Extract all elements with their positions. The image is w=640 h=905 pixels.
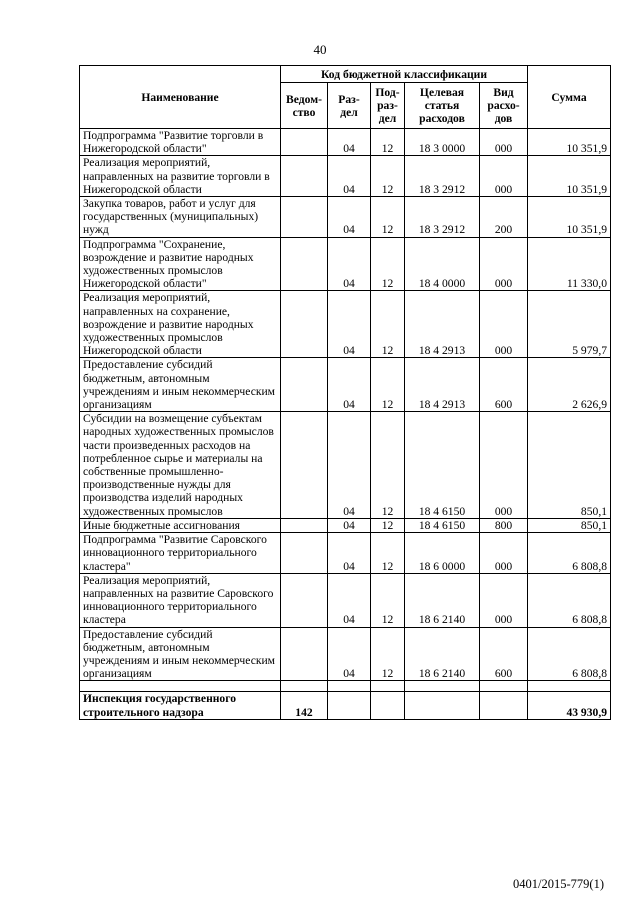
cell-vid bbox=[480, 692, 528, 719]
cell-ved bbox=[281, 291, 328, 358]
header-name: Наименование bbox=[80, 66, 281, 129]
cell-razdel: 04 bbox=[328, 156, 371, 197]
header-code-group: Код бюджетной классификации bbox=[281, 66, 528, 83]
cell-ved bbox=[281, 358, 328, 412]
cell-sum: 6 808,8 bbox=[528, 573, 611, 627]
cell-podrazdel: 12 bbox=[371, 627, 405, 681]
header-podrazdel: Под-раз-дел bbox=[371, 83, 405, 129]
cell-name: Закупка товаров, работ и услуг для государственных (муниципальных) нужд bbox=[80, 197, 281, 238]
cell-podrazdel: 12 bbox=[371, 533, 405, 574]
cell-podrazdel bbox=[371, 692, 405, 719]
cell-target: 18 6 0000 bbox=[405, 533, 480, 574]
header-vedomstvo: Ведом-ство bbox=[281, 83, 328, 129]
cell-target: 18 4 2913 bbox=[405, 358, 480, 412]
cell-name: Предоставление субсидий бюджетным, автономным учреждениям и иным некоммерческим организациям bbox=[80, 627, 281, 681]
table-row bbox=[80, 412, 611, 519]
table-row bbox=[80, 358, 611, 412]
table-row bbox=[80, 291, 611, 358]
table-row bbox=[80, 533, 611, 574]
cell-podrazdel: 12 bbox=[371, 518, 405, 532]
table-row bbox=[80, 129, 611, 156]
cell-name: Субсидии на возмещение субъектам народных художественных промыслов части произведенных расходов на потребленное сырье и материалы на собственные промышленно-производственные нужды для производства изделий народных художественных промыслов bbox=[80, 412, 281, 519]
cell-razdel bbox=[328, 692, 371, 719]
header-razdel: Раз-дел bbox=[328, 83, 371, 129]
page-number: 40 bbox=[313, 42, 327, 57]
cell-ved bbox=[281, 627, 328, 681]
spacer-row bbox=[80, 681, 611, 692]
cell-name: Иные бюджетные ассигнования bbox=[80, 518, 281, 532]
cell-vid: 000 bbox=[480, 237, 528, 291]
spacer-cell bbox=[328, 681, 371, 692]
cell-sum: 850,1 bbox=[528, 412, 611, 519]
cell-vid: 000 bbox=[480, 291, 528, 358]
cell-target: 18 4 6150 bbox=[405, 518, 480, 532]
cell-podrazdel: 12 bbox=[371, 412, 405, 519]
cell-target bbox=[405, 692, 480, 719]
cell-sum: 6 808,8 bbox=[528, 627, 611, 681]
table-row bbox=[80, 197, 611, 238]
cell-target: 18 3 2912 bbox=[405, 156, 480, 197]
cell-vid: 000 bbox=[480, 412, 528, 519]
cell-sum: 10 351,9 bbox=[528, 129, 611, 156]
cell-name: Реализация мероприятий, направленных на развитие Саровского инновационного территориального кластера bbox=[80, 573, 281, 627]
cell-vid: 000 bbox=[480, 129, 528, 156]
table-row bbox=[80, 156, 611, 197]
table-row bbox=[80, 518, 611, 532]
cell-podrazdel: 12 bbox=[371, 197, 405, 238]
cell-podrazdel: 12 bbox=[371, 291, 405, 358]
spacer-cell bbox=[480, 681, 528, 692]
cell-name: Подпрограмма "Развитие Саровского инновационного территориального кластера" bbox=[80, 533, 281, 574]
cell-razdel: 04 bbox=[328, 573, 371, 627]
cell-name: Инспекция государственного строительного надзора bbox=[80, 692, 281, 719]
table-body bbox=[80, 129, 611, 720]
cell-razdel: 04 bbox=[328, 358, 371, 412]
cell-sum: 5 979,7 bbox=[528, 291, 611, 358]
table-row bbox=[80, 573, 611, 627]
cell-name: Подпрограмма "Сохранение, возрождение и развитие народных художественных промыслов Нижегородской области" bbox=[80, 237, 281, 291]
spacer-cell bbox=[528, 681, 611, 692]
cell-vid: 000 bbox=[480, 533, 528, 574]
cell-sum: 850,1 bbox=[528, 518, 611, 532]
spacer-cell bbox=[371, 681, 405, 692]
cell-target: 18 3 0000 bbox=[405, 129, 480, 156]
cell-razdel: 04 bbox=[328, 197, 371, 238]
cell-razdel: 04 bbox=[328, 412, 371, 519]
cell-target: 18 4 2913 bbox=[405, 291, 480, 358]
header-target: Целевая статья расходов bbox=[405, 83, 480, 129]
cell-target: 18 3 2912 bbox=[405, 197, 480, 238]
cell-vid: 800 bbox=[480, 518, 528, 532]
cell-ved bbox=[281, 197, 328, 238]
cell-ved bbox=[281, 533, 328, 574]
document-code: 0401/2015-779(1) bbox=[513, 877, 604, 891]
cell-razdel: 04 bbox=[328, 518, 371, 532]
cell-vid: 600 bbox=[480, 358, 528, 412]
cell-name: Предоставление субсидий бюджетным, автономным учреждениям и иным некоммерческим организациям bbox=[80, 358, 281, 412]
cell-ved bbox=[281, 518, 328, 532]
cell-ved bbox=[281, 237, 328, 291]
cell-razdel: 04 bbox=[328, 291, 371, 358]
header-sum: Сумма bbox=[528, 66, 611, 129]
budget-table bbox=[79, 65, 611, 720]
cell-target: 18 6 2140 bbox=[405, 573, 480, 627]
cell-target: 18 4 6150 bbox=[405, 412, 480, 519]
cell-ved bbox=[281, 573, 328, 627]
spacer-cell bbox=[281, 681, 328, 692]
table-row bbox=[80, 627, 611, 681]
cell-vid: 000 bbox=[480, 573, 528, 627]
cell-vid: 200 bbox=[480, 197, 528, 238]
cell-ved bbox=[281, 156, 328, 197]
cell-razdel: 04 bbox=[328, 533, 371, 574]
cell-sum: 2 626,9 bbox=[528, 358, 611, 412]
total-row bbox=[80, 692, 611, 719]
cell-name: Реализация мероприятий, направленных на развитие торговли в Нижегородской области bbox=[80, 156, 281, 197]
cell-sum: 10 351,9 bbox=[528, 156, 611, 197]
cell-podrazdel: 12 bbox=[371, 358, 405, 412]
cell-ved: 142 bbox=[281, 692, 328, 719]
spacer-cell bbox=[405, 681, 480, 692]
cell-podrazdel: 12 bbox=[371, 573, 405, 627]
cell-podrazdel: 12 bbox=[371, 129, 405, 156]
cell-vid: 600 bbox=[480, 627, 528, 681]
table-row bbox=[80, 237, 611, 291]
cell-sum: 6 808,8 bbox=[528, 533, 611, 574]
cell-razdel: 04 bbox=[328, 129, 371, 156]
cell-razdel: 04 bbox=[328, 627, 371, 681]
spacer-cell bbox=[80, 681, 281, 692]
cell-name: Подпрограмма "Развитие торговли в Нижегородской области" bbox=[80, 129, 281, 156]
cell-podrazdel: 12 bbox=[371, 156, 405, 197]
cell-name: Реализация мероприятий, направленных на сохранение, возрождение и развитие народных художественных промыслов Нижегородской области bbox=[80, 291, 281, 358]
cell-sum: 11 330,0 bbox=[528, 237, 611, 291]
header-vid: Вид расхо-дов bbox=[480, 83, 528, 129]
cell-target: 18 4 0000 bbox=[405, 237, 480, 291]
cell-vid: 000 bbox=[480, 156, 528, 197]
cell-ved bbox=[281, 412, 328, 519]
cell-podrazdel: 12 bbox=[371, 237, 405, 291]
cell-razdel: 04 bbox=[328, 237, 371, 291]
cell-sum: 10 351,9 bbox=[528, 197, 611, 238]
cell-ved bbox=[281, 129, 328, 156]
cell-target: 18 6 2140 bbox=[405, 627, 480, 681]
cell-sum: 43 930,9 bbox=[528, 692, 611, 719]
